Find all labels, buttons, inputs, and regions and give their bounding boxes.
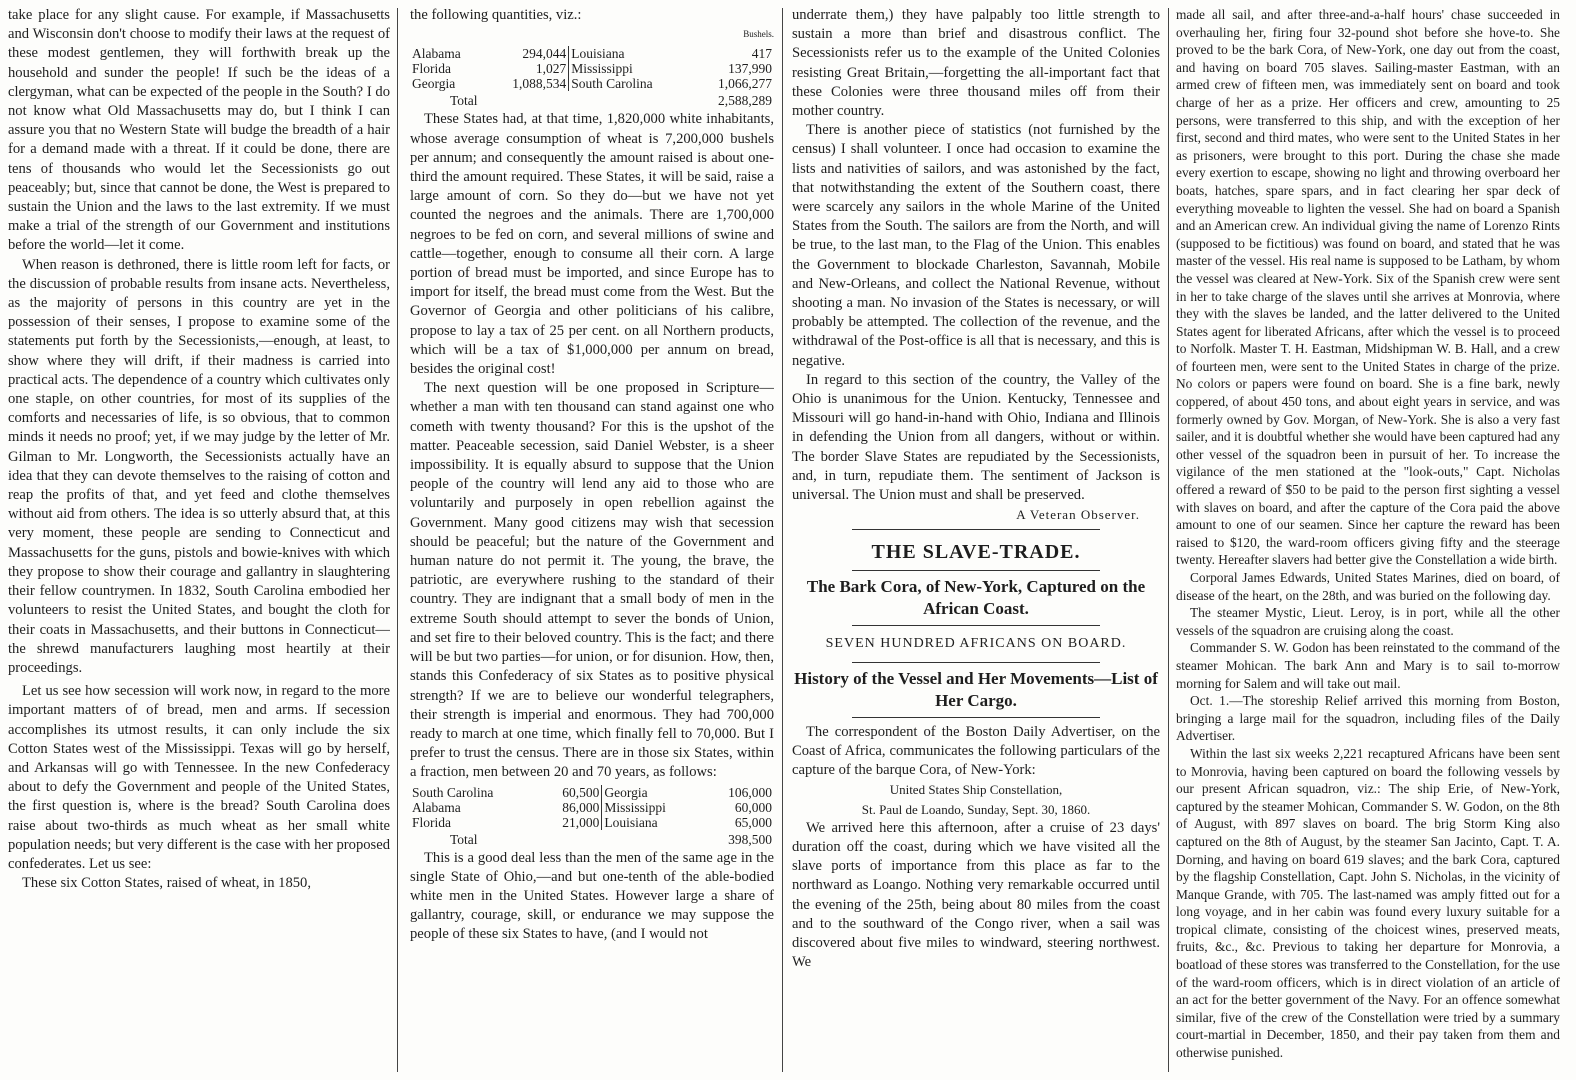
paragraph: Corporal James Edwards, United States Marines, died on board, of disease of the heart, on the 28th, and was buried on the following day. [1176,570,1560,603]
paragraph: take place for any slight cause. For example, if Massachusetts and Wisconsin don't choose to modify their laws at the request of these modest gentlemen, they will forthwith break up the household and sunder the people! If such be the ideas of a clergyman, what can be expected of the people in the South? I do not know what Old Massachusetts may do, but I think I can assure you that no Western State will budge the breadth of a hair for a demand made with a threat. If it could be done, there are tens of thousands who would let the Secessionists go out peaceably; but, since that cannot be done, the West is prepared to sustain the Union and the laws to the last extremity. If we must make a trial of the strength of our Government and institutions before the world—let it come. [8,7,390,254]
value-cell: 106,000 [728,784,772,800]
paragraph: The steamer Mystic, Lieut. Leroy, is in port, while all the other vessels of the squadron are cruising along the coast. [1176,605,1560,638]
column-4 [1176,6,1560,1072]
paragraph: These States had, at that time, 1,820,000 white inhabitants, whose average consumption of wheat is 7,200,000 bushels per annum; and consequently the amount raised is about one-third the amount required. These States, it will be said, raise a large amount of corn. So they do—but we have not yet counted the negroes and the animals. There are 1,700,000 negroes to be fed on corn, and several millions of swine and cattle—together, enough to consume all their corn. A large portion of bread must be imported, and since Europe has to import for itself, the bread must come from the West. But the Governor of Georgia and other politicians of his calibre, propose to lay a tax of 25 per cent. on all Northern products, which will be a tax of $1,000,000 per annum on bread, besides the original cost! [410,111,774,378]
state-cell: Louisiana [602,815,702,830]
paragraph: In regard to this section of the country, the Valley of the Ohio is unanimous for the Union. Kentucky, Tennessee and Missouri will go hand-in-hand with Ohio, Indiana and Illinois in defending the Union from all dangers, without or within. The border Slave States are repudiated by the Secessionists, and, in turn, repudiate them. The sentiment of Jackson is universal. The Union must and shall be preserved. [792,371,1160,504]
value-cell: 60,500 [562,784,600,800]
subheadline: History of the Vessel and Her Movements—List of Her Cargo. [794,668,1158,710]
table-unit: Bushels. [743,29,774,40]
table-row [410,800,774,815]
divider [852,570,1100,571]
signature: A Veteran Observer. [1016,507,1140,523]
wheat-total: Total 2,588,289 [450,93,772,109]
divider [852,662,1100,663]
column-rule [397,8,398,1072]
men-total: Total 398,500 [450,831,772,847]
state-cell: Mississippi [569,61,692,76]
state-cell: Georgia [602,785,702,800]
column-1 [8,6,390,1072]
paragraph: There is another piece of statistics (not furnished by the census) I shall volunteer. I once had occasion to examine the lists and nativities of sailors, and was astonished by the fact, that notwithstanding the extent of the Southern coast, there were scarcely any sailors in the whole Marine of the United States from the South. The sailors are from the North, and will be true, to the last man, to the Flag of the Union. This enables the Government to blockade Charleston, Savannah, Mobile and New-Orleans, and collect the National Revenue, without shooting a man. No invasion of the States is necessary, or will probably be attempted. The collection of the revenue, and the withdrawal of the Post-office is all that is necessary, and this is negative. [792,122,1160,369]
paragraph: When reason is dethroned, there is little room left for facts, or the discussion of probable results from insane acts. Nevertheless, as the majority of persons in this country are yet in the possession of their senses, I propose to examine some of the statements put forth by the Secessionists,—enough, at least, to show where they will drift, if their madness is carried into practical acts. The dependence of a country which cultivates only one staple, on other countries, for most of its supplies of the comforts and necessaries of life, is so obvious, that to common minds it needs no proof; yet, if we may judge by the letter of Mr. Gilman to Mr. Longworth, the Secessionists actually have an idea that they can devote themselves to the raising of cotton and reap the profits of that, and yet feed and clothe themselves without aid from others. The idea is so utterly absurd that, at this very moment, these people are sending to Connecticut and Massachusetts for the guns, pistols and bowie-knives with which they propose to show their courage and gallantry in slaughtering their fellow countrymen. In 1832, South Carolina embodied her volunteers to resist the United States, and bought the cloth for their coats in Massachusetts, and their buttons in Connecticut—the shrewd manufacturers laughing most heartily at their proceedings. [8,256,390,676]
column-rule [1168,8,1169,1072]
paragraph: This is a good deal less than the men of the same age in the single State of Ohio,—and but one-tenth of the able-bodied white men in the United States. However large a share of gallantry, courage, skill, or endurance we may suppose the people of these six States to have, (and I would not [410,849,774,943]
paragraph: The correspondent of the Boston Daily Advertiser, on the Coast of Africa, communicates the following particulars of the capture of the barque Cora, of New-York: [792,723,1160,779]
paragraph: These six Cotton States, raised of wheat, in 1850, [22,875,311,892]
table-row [410,61,774,76]
deck: SEVEN HUNDRED AFRICANS ON BOARD. [825,636,1127,652]
paragraph: The next question will be one proposed in Scripture—whether a man with ten thousand can stand against one who cometh with twenty thousand? For this is the upshot of the matter. Peaceable secession, said Daniel Webster, is a sheer impossibility. It is equally absurd to suppose that the Union people of the country will lend any aid to those who are voluntarily and purposely in open rebellion against the Government. Many good citizens may wish that secession should be peaceful; but the nature of the Government and human nature do not permit it. The young, the brave, the patriotic, are everywhere rushing to the standard of their country. They are indignant that a small body of men in the extreme South should attempt to sever the bonds of Union, and set fire to their beloved country. This is the fact; and there will be but two parties—for union, or for disunion. How, then, stands this Confederacy of six States as to positive physical strength? If we are to believe our wonderful telegraphers, their strength is imperial and enormous. They had 700,000 ready to march at one time, which finally fell to 70,000. But I prefer to trust the census. There are in those six States, within a fraction, men between 20 and 70 years, as follows: [410,380,774,781]
table-row [410,76,774,91]
state-cell: South Carolina [569,76,692,91]
paragraph: Let us see how secession will work now, in regard to the more important matters of of bread, men and arms. If secession accomplishes its utmost results, it can only include the six Cotton States west of the Mississippi. Texas will go by herself, and Arkansas will go with Tennessee. In the new Confederacy about to defy the Government and people of the United States, the first question is, where is the bread? South Carolina does raise about two-thirds as much wheat as her small white population needs; but very different is the case with her proposed confederates. Let us see: [8,683,390,872]
state-cell: Alabama [412,799,461,815]
divider [852,625,1100,626]
wheat-table [410,46,774,91]
paragraph: Oct. 1.—The storeship Relief arrived this morning from Boston, bringing a large mail for the squadron, including files of the Daily Advertiser. [1176,693,1560,744]
table-row [410,785,774,800]
table-row [410,46,774,61]
column-2 [410,6,774,1072]
state-cell: Louisiana [569,46,692,61]
value-cell: 417 [751,46,772,62]
men-table [410,785,774,830]
paragraph: Commander S. W. Godon has been reinstated to the command of the steamer Mohican. The bark Ann and Mary is to sail to-morrow morning for Salem and will take out mail. [1176,640,1560,691]
value-cell: 86,000 [562,799,600,815]
headline: THE SLAVE-TRADE. [871,541,1081,564]
column-rule [782,8,783,1072]
dateline: United States Ship Constellation, [889,782,1063,798]
value-cell: 1,088,534 [512,76,567,92]
value-cell: 60,000 [734,799,772,815]
value-cell: 137,990 [728,61,772,77]
state-cell: Alabama [412,46,461,62]
value-cell: 1,027 [535,61,567,77]
paragraph: Within the last six weeks 2,221 recaptured Africans have been sent to Monrovia, having been captured on board the following vessels by our present African squadron, viz.: The ship Erie, of New-York, captured by the steamer Mohican, Commander S. W. Godon, on the 8th of August, with 897 slaves on board. The brig Storm King also captured on the 8th of August, by the steamer San Jacinto, Capt. T. A. Dorning, and having on board 619 slaves; and the bark Cora, captured by the flagship Constellation, Capt. John S. Nicholas, in the vicinity of Manque Grande, with 705. The last-named was amply fitted out for a long voyage, and in her cabin was found every luxury suitable for a tropical climate, consisting of the choicest wines, preserved meats, fruits, &c., &c. Previous to taking her departure for Monrovia, a boatload of these stores was transferred to the Constellation, for the use of the ward-room officers, which is in direct violation of an article of an act for the better government of the Navy. For an offence somewhat similar, five of the crew of the Constellation were tried by a summary court-martial in December, 1850, and their pay taken from them and otherwise punished. [1176,745,1560,1061]
state-cell: Mississippi [602,800,702,815]
value-cell: 21,000 [562,814,600,830]
paragraph: We arrived here this afternoon, after a cruise of 23 days' duration off the coast, during which we have visited all the slave ports of importance from this place as far to the northward as Loango. Nothing very remarkable occurred until the evening of the 25th, being about 80 miles from the coast and to the southward of the Congo river, when a sail was discovered about five miles to windward, steering northwest. We [792,819,1160,971]
column-3 [792,6,1160,1072]
value-cell: 65,000 [734,814,772,830]
divider [852,717,1100,718]
paragraph: made all sail, and after three-and-a-half hours' chase succeeded in overhauling her, firing four 32-pound shot before she hove-to. She proved to be the bark Cora, of New-York, one day out from the coast, and having on board 705 slaves. Sailing-master Eastman, with an armed crew of fifteen men, was immediately sent on board and took charge of her as a prize. Her officers and crew, amounting to 25 persons, were transferred to this ship, and with the exception of her first, second and third mates, who were sent to the United States in her as prisoners, were brought to this port. During the chase she made every exertion to escape, showing no light and throwing overboard her boats, hatches, spare spars, and in fact clearing her spar deck of everything moveable to lighten the vessel. She had on board a Spanish and an American crew. An individual giving the name of Lorenzo Rints (supposed to be fictitious) was found on board, and stated that he was master of the vessel. His real name is supposed to be Latham, by whom the vessel was cleared at New-York. Six of the Spanish crew were sent in her to take charge of the slaves until she arrives at Monrovia, where they with the slaves be landed, and the latter delivered to the United States agent for liberated Africans, after which the vessel is to proceed to Norfolk. Master T. H. Eastman, Midshipman W. B. Hall, and a crew of fourteen men, were sent to the United States in charge of the prize. No colors or papers were found on board. She is a fine bark, newly coppered, of about 450 tons, and about eight years in service, and was formerly owned by Gov. Morgan, of New-York. She is also a very fast sailer, and it is doubtful whether she would have been captured had any other vessel of the squadron been in pursuit of her. To increase the vigilance of the men stationed at the "look-outs," Capt. Nicholas offered a reward of $50 to be paid to the person first sighting a vessel with slaves on board, and after the capture of the Cora paid the above amount to one of our seamen. Since her capture the reward has been raised to $120, the ward-room officers giving fifty and the steerage twenty. Hereafter slavers had better give the Constellation a wide birth. [1176,7,1560,568]
state-cell: Florida [412,814,451,830]
table-row [410,815,774,830]
paragraph: underrate them,) they have palpably too little strength to sustain a more than brief and disastrous conflict. The Secessionists refer us to the example of the United Colonies resisting Great Britain,—forgetting the all-important fact that these Colonies were three thousand miles off from their mother country. [792,7,1160,120]
state-cell: South Carolina [412,784,494,800]
paragraph: the following quantities, viz.: [410,7,582,23]
value-cell: 1,066,277 [718,76,772,92]
state-cell: Georgia [412,76,456,92]
subheadline: The Bark Cora, of New-York, Captured on the African Coast. [806,577,1146,619]
value-cell: 294,044 [522,46,567,62]
divider [852,529,1100,530]
dateline: St. Paul de Loando, Sunday, Sept. 30, 1860. [861,801,1091,817]
state-cell: Florida [412,61,451,77]
